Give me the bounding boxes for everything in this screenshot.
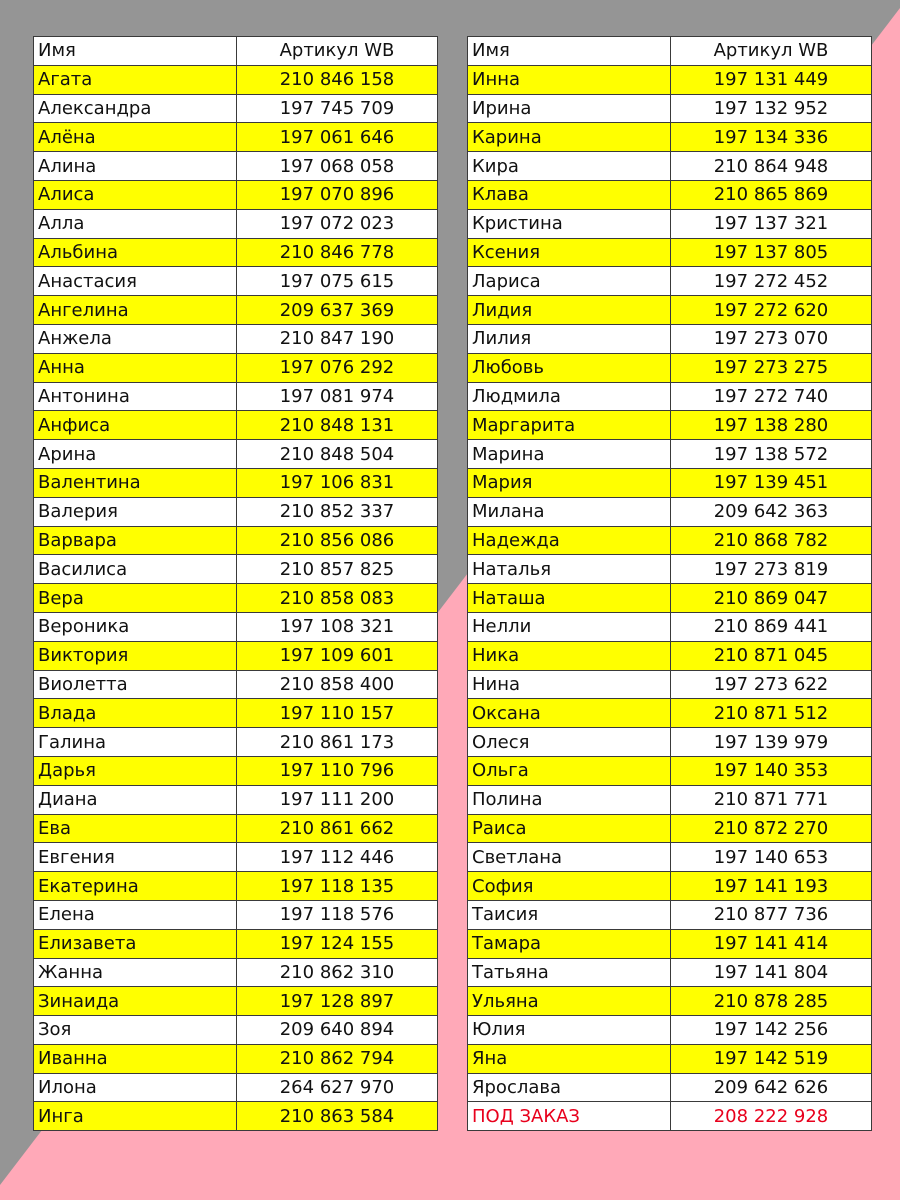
cell-article: 197 273 070	[671, 324, 872, 353]
cell-name: Клава	[468, 180, 671, 209]
cell-name: Антонина	[34, 382, 237, 411]
cell-article: 197 124 155	[237, 929, 438, 958]
cell-article: 197 070 896	[237, 180, 438, 209]
cell-article: 197 076 292	[237, 353, 438, 382]
cell-article: 197 273 622	[671, 670, 872, 699]
table-row	[468, 152, 872, 181]
table-row	[468, 65, 872, 94]
cell-name: Евгения	[34, 843, 237, 872]
cell-name: Инна	[468, 65, 671, 94]
cell-name: Раиса	[468, 814, 671, 843]
cell-article: 210 863 584	[237, 1102, 438, 1131]
cell-name: Маргарита	[468, 411, 671, 440]
table-row	[468, 468, 872, 497]
cell-article: 197 075 615	[237, 267, 438, 296]
cell-article: 210 871 512	[671, 699, 872, 728]
cell-article: 197 132 952	[671, 94, 872, 123]
table-row	[468, 872, 872, 901]
cell-name: Алёна	[34, 123, 237, 152]
table-row	[34, 353, 438, 382]
table-row	[34, 1044, 438, 1073]
cell-article: 210 846 778	[237, 238, 438, 267]
table-row	[34, 267, 438, 296]
table-row	[34, 1016, 438, 1045]
table-row	[34, 382, 438, 411]
header-article: Артикул WB	[237, 37, 438, 66]
table-row	[34, 670, 438, 699]
table-row	[468, 814, 872, 843]
cell-name: Алиса	[34, 180, 237, 209]
cell-article: 210 858 083	[237, 584, 438, 613]
cell-name: Илона	[34, 1073, 237, 1102]
articles-table-left	[33, 36, 438, 1131]
cell-article: 197 137 321	[671, 209, 872, 238]
cell-name: Мария	[468, 468, 671, 497]
cell-article: 197 112 446	[237, 843, 438, 872]
table-row	[34, 1073, 438, 1102]
table-row	[34, 123, 438, 152]
table-row	[34, 440, 438, 469]
cell-article: 209 640 894	[237, 1016, 438, 1045]
table-row	[34, 526, 438, 555]
table-row	[34, 468, 438, 497]
cell-article: 209 637 369	[237, 296, 438, 325]
cell-article: 197 272 740	[671, 382, 872, 411]
table-row	[468, 324, 872, 353]
table-row	[34, 987, 438, 1016]
cell-article: 197 106 831	[237, 468, 438, 497]
cell-name: Екатерина	[34, 872, 237, 901]
table-row	[468, 1044, 872, 1073]
cell-name: Валерия	[34, 497, 237, 526]
cell-name: Ева	[34, 814, 237, 843]
cell-article: 197 142 519	[671, 1044, 872, 1073]
table-row	[468, 728, 872, 757]
cell-name: Агата	[34, 65, 237, 94]
cell-name: Валентина	[34, 468, 237, 497]
table-row	[468, 756, 872, 785]
cell-name: Иванна	[34, 1044, 237, 1073]
table-row	[468, 555, 872, 584]
table-row	[34, 843, 438, 872]
cell-name: Лидия	[468, 296, 671, 325]
cell-name: Тамара	[468, 929, 671, 958]
table-row	[468, 987, 872, 1016]
cell-article: 197 272 452	[671, 267, 872, 296]
cell-article: 197 273 275	[671, 353, 872, 382]
cell-article: 210 865 869	[671, 180, 872, 209]
cell-article: 210 848 131	[237, 411, 438, 440]
cell-article: 210 848 504	[237, 440, 438, 469]
cell-article: 210 852 337	[237, 497, 438, 526]
cell-name: Полина	[468, 785, 671, 814]
cell-article: 210 868 782	[671, 526, 872, 555]
cell-article: 197 745 709	[237, 94, 438, 123]
table-row	[34, 324, 438, 353]
cell-name: Кристина	[468, 209, 671, 238]
table-row	[468, 94, 872, 123]
cell-name: София	[468, 872, 671, 901]
table-row	[34, 958, 438, 987]
table-body-left	[34, 65, 438, 1130]
cell-article: 210 862 794	[237, 1044, 438, 1073]
cell-article: 210 871 771	[671, 785, 872, 814]
cell-name: Зоя	[34, 1016, 237, 1045]
table-row	[34, 756, 438, 785]
table-row	[34, 728, 438, 757]
table-row	[468, 209, 872, 238]
cell-article: 197 140 353	[671, 756, 872, 785]
cell-name: Светлана	[468, 843, 671, 872]
cell-name: Анна	[34, 353, 237, 382]
cell-article: 197 118 576	[237, 900, 438, 929]
cell-article: 210 857 825	[237, 555, 438, 584]
table-row	[34, 411, 438, 440]
table-row	[34, 612, 438, 641]
cell-article: 197 068 058	[237, 152, 438, 181]
cell-name: Василиса	[34, 555, 237, 584]
cell-name: Вероника	[34, 612, 237, 641]
table-row	[468, 382, 872, 411]
cell-name: Ангелина	[34, 296, 237, 325]
cell-name: Жанна	[34, 958, 237, 987]
cell-name: Надежда	[468, 526, 671, 555]
cell-name: Виолетта	[34, 670, 237, 699]
cell-article: 197 141 804	[671, 958, 872, 987]
cell-article: 197 272 620	[671, 296, 872, 325]
cell-article: 210 862 310	[237, 958, 438, 987]
cell-article: 197 141 414	[671, 929, 872, 958]
cell-name: Лариса	[468, 267, 671, 296]
articles-table-right	[467, 36, 872, 1131]
cell-article: 210 861 173	[237, 728, 438, 757]
table-header-row	[468, 37, 872, 66]
cell-article: 197 072 023	[237, 209, 438, 238]
cell-name: Кира	[468, 152, 671, 181]
cell-article: 209 642 363	[671, 497, 872, 526]
cell-article: 210 869 441	[671, 612, 872, 641]
cell-article: 210 847 190	[237, 324, 438, 353]
cell-article: 197 061 646	[237, 123, 438, 152]
table-row	[468, 180, 872, 209]
cell-article: 210 864 948	[671, 152, 872, 181]
cell-article: 197 137 805	[671, 238, 872, 267]
cell-article: 197 110 157	[237, 699, 438, 728]
cell-name: Оксана	[468, 699, 671, 728]
cell-article: 197 134 336	[671, 123, 872, 152]
table-row	[34, 641, 438, 670]
cell-article: 210 861 662	[237, 814, 438, 843]
cell-name: Татьяна	[468, 958, 671, 987]
cell-name: Наталья	[468, 555, 671, 584]
cell-name: Влада	[34, 699, 237, 728]
table-row	[468, 1102, 872, 1131]
cell-article: 197 128 897	[237, 987, 438, 1016]
cell-article: 197 108 321	[237, 612, 438, 641]
cell-article: 210 846 158	[237, 65, 438, 94]
cell-name: Юлия	[468, 1016, 671, 1045]
cell-name: Ксения	[468, 238, 671, 267]
table-row	[468, 1073, 872, 1102]
cell-article: 197 081 974	[237, 382, 438, 411]
cell-name: Варвара	[34, 526, 237, 555]
cell-name: ПОД ЗАКАЗ	[468, 1102, 671, 1131]
cell-article: 197 110 796	[237, 756, 438, 785]
table-row	[468, 440, 872, 469]
table-row	[468, 296, 872, 325]
cell-article: 197 273 819	[671, 555, 872, 584]
cell-article: 197 139 979	[671, 728, 872, 757]
cell-name: Алина	[34, 152, 237, 181]
table-row	[34, 497, 438, 526]
table-row	[34, 180, 438, 209]
cell-article: 210 871 045	[671, 641, 872, 670]
cell-name: Диана	[34, 785, 237, 814]
cell-name: Милана	[468, 497, 671, 526]
table-row	[468, 785, 872, 814]
table-row	[34, 94, 438, 123]
table-header-row	[34, 37, 438, 66]
cell-name: Вера	[34, 584, 237, 613]
header-name: Имя	[34, 37, 237, 66]
table-row	[34, 238, 438, 267]
table-row	[34, 555, 438, 584]
cell-name: Алла	[34, 209, 237, 238]
table-row	[468, 353, 872, 382]
cell-name: Олеся	[468, 728, 671, 757]
cell-article: 197 131 449	[671, 65, 872, 94]
cell-article: 210 872 270	[671, 814, 872, 843]
cell-article: 197 140 653	[671, 843, 872, 872]
cell-name: Анжела	[34, 324, 237, 353]
cell-article: 197 142 256	[671, 1016, 872, 1045]
cell-name: Елизавета	[34, 929, 237, 958]
cell-name: Ольга	[468, 756, 671, 785]
table-row	[468, 123, 872, 152]
table-row	[468, 267, 872, 296]
cell-article: 264 627 970	[237, 1073, 438, 1102]
cell-name: Лилия	[468, 324, 671, 353]
table-row	[468, 497, 872, 526]
cell-article: 197 139 451	[671, 468, 872, 497]
cell-name: Ульяна	[468, 987, 671, 1016]
table-row	[468, 929, 872, 958]
cell-name: Наташа	[468, 584, 671, 613]
cell-name: Яна	[468, 1044, 671, 1073]
cell-name: Марина	[468, 440, 671, 469]
table-row	[34, 584, 438, 613]
cell-article: 197 118 135	[237, 872, 438, 901]
table-row	[34, 1102, 438, 1131]
table-row	[34, 699, 438, 728]
table-row	[34, 872, 438, 901]
table-row	[34, 209, 438, 238]
table-row	[468, 843, 872, 872]
cell-article: 197 141 193	[671, 872, 872, 901]
table-row	[468, 238, 872, 267]
cell-name: Дарья	[34, 756, 237, 785]
cell-article: 208 222 928	[671, 1102, 872, 1131]
table-row	[468, 1016, 872, 1045]
table-row	[34, 65, 438, 94]
table-row	[34, 296, 438, 325]
table-body-right	[468, 65, 872, 1130]
table-row	[468, 641, 872, 670]
cell-name: Нина	[468, 670, 671, 699]
cell-name: Анфиса	[34, 411, 237, 440]
cell-name: Арина	[34, 440, 237, 469]
cell-article: 197 109 601	[237, 641, 438, 670]
cell-name: Людмила	[468, 382, 671, 411]
cell-article: 209 642 626	[671, 1073, 872, 1102]
cell-name: Альбина	[34, 238, 237, 267]
cell-name: Карина	[468, 123, 671, 152]
table-row	[468, 900, 872, 929]
cell-name: Ярослава	[468, 1073, 671, 1102]
cell-article: 197 138 280	[671, 411, 872, 440]
cell-name: Любовь	[468, 353, 671, 382]
cell-name: Инга	[34, 1102, 237, 1131]
cell-article: 197 138 572	[671, 440, 872, 469]
cell-name: Галина	[34, 728, 237, 757]
table-row	[468, 670, 872, 699]
table-row	[468, 612, 872, 641]
cell-name: Нелли	[468, 612, 671, 641]
cell-name: Ирина	[468, 94, 671, 123]
cell-name: Виктория	[34, 641, 237, 670]
table-row	[468, 411, 872, 440]
cell-article: 197 111 200	[237, 785, 438, 814]
cell-name: Зинаида	[34, 987, 237, 1016]
cell-article: 210 856 086	[237, 526, 438, 555]
cell-name: Таисия	[468, 900, 671, 929]
cell-name: Ника	[468, 641, 671, 670]
table-row	[468, 958, 872, 987]
cell-name: Александра	[34, 94, 237, 123]
table-row	[34, 785, 438, 814]
cell-article: 210 869 047	[671, 584, 872, 613]
table-row	[34, 900, 438, 929]
table-row	[468, 699, 872, 728]
cell-article: 210 878 285	[671, 987, 872, 1016]
cell-article: 210 877 736	[671, 900, 872, 929]
header-article: Артикул WB	[671, 37, 872, 66]
table-row	[468, 584, 872, 613]
cell-name: Анастасия	[34, 267, 237, 296]
cell-article: 210 858 400	[237, 670, 438, 699]
table-row	[34, 814, 438, 843]
table-row	[34, 152, 438, 181]
table-row	[468, 526, 872, 555]
header-name: Имя	[468, 37, 671, 66]
table-row	[34, 929, 438, 958]
cell-name: Елена	[34, 900, 237, 929]
